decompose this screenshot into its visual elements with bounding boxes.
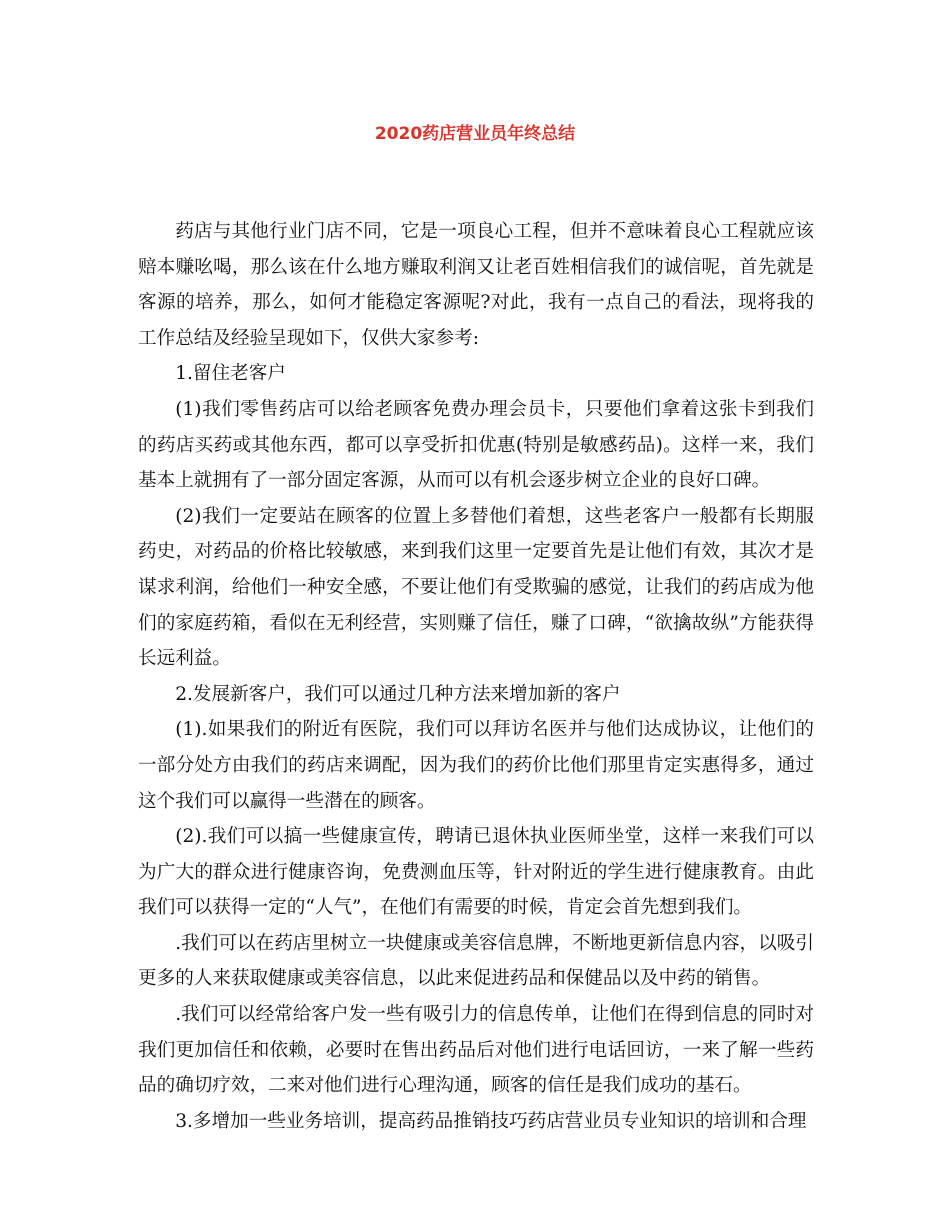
paragraph-customer-perspective: (2)我们一定要站在顾客的位置上多替他们着想，这些老客户一般都有长期服药史，对药品的价格比较敏感，来到我们这里一定要首先是让他们有效，其次才是谋求利润，给他们一种安全感，不要让他们有受欺骗的感觉，让我们的药店成为他们的家庭药箱，看似在无利经营，实则赚了信任，赚了口碑，“欲擒故纵”方能获得长远利益。: [138, 505, 814, 670]
document-body: [138, 214, 814, 1139]
paragraph-info-board: .我们可以在药店里树立一块健康或美容信息牌，不断地更新信息内容，以吸引更多的人来获取健康或美容信息，以此来促进药品和保健品以及中药的销售。: [138, 932, 814, 990]
document-title: 2020药店营业员年终总结: [374, 124, 576, 144]
heading-training: 3.多增加一些业务培训，提高药品推销技巧药店营业员专业知识的培训和合理: [175, 1110, 807, 1132]
paragraph-intro: 药店与其他行业门店不同，它是一项良心工程，但并不意味着良心工程就应该赔本赚吆喝，那么该在什么地方赚取利润又让老百姓相信我们的诚信呢，首先就是客源的培养，那么，如何才能稳定客源呢?对此，我有一点自己的看法，现将我的工作总结及经验呈现如下，仅供大家参考:: [138, 221, 814, 349]
paragraph-membership-card: (1)我们零售药店可以给老顾客免费办理会员卡，只要他们拿着这张卡到我们的药店买药或其他东西，都可以享受折扣优惠(特别是敏感药品)。这样一来，我们基本上就拥有了一部分固定客源，从而可以有机会逐步树立企业的良好口碑。: [138, 398, 814, 492]
heading-retain-old-customers: 1.留住老客户: [175, 363, 286, 385]
paragraph-hospital-cooperation: (1).如果我们的附近有医院，我们可以拜访名医并与他们达成协议，让他们的一部分处方由我们的药店来调配，因为我们的药价比他们那里肯定实惠得多，通过这个我们可以赢得一些潜在的顾客。: [138, 719, 814, 812]
paragraph-health-promotion: (2).我们可以搞一些健康宣传，聘请已退休执业医师坐堂，这样一来我们可以为广大的群众进行健康咨询，免费测血压等，针对附近的学生进行健康教育。由此我们可以获得一定的“人气”，在他们有需要的时候，肯定会首先想到我们。: [138, 826, 814, 919]
paragraph-flyers: .我们可以经常给客户发一些有吸引力的信息传单，让他们在得到信息的同时对我们更加信任和依赖，必要时在售出药品后对他们进行电话回访，一来了解一些药品的确切疗效，二来对他们进行心理沟通，顾客的信任是我们成功的基石。: [138, 1004, 814, 1097]
heading-develop-new-customers: 2.发展新客户，我们可以通过几种方法来增加新的客户: [175, 683, 621, 705]
